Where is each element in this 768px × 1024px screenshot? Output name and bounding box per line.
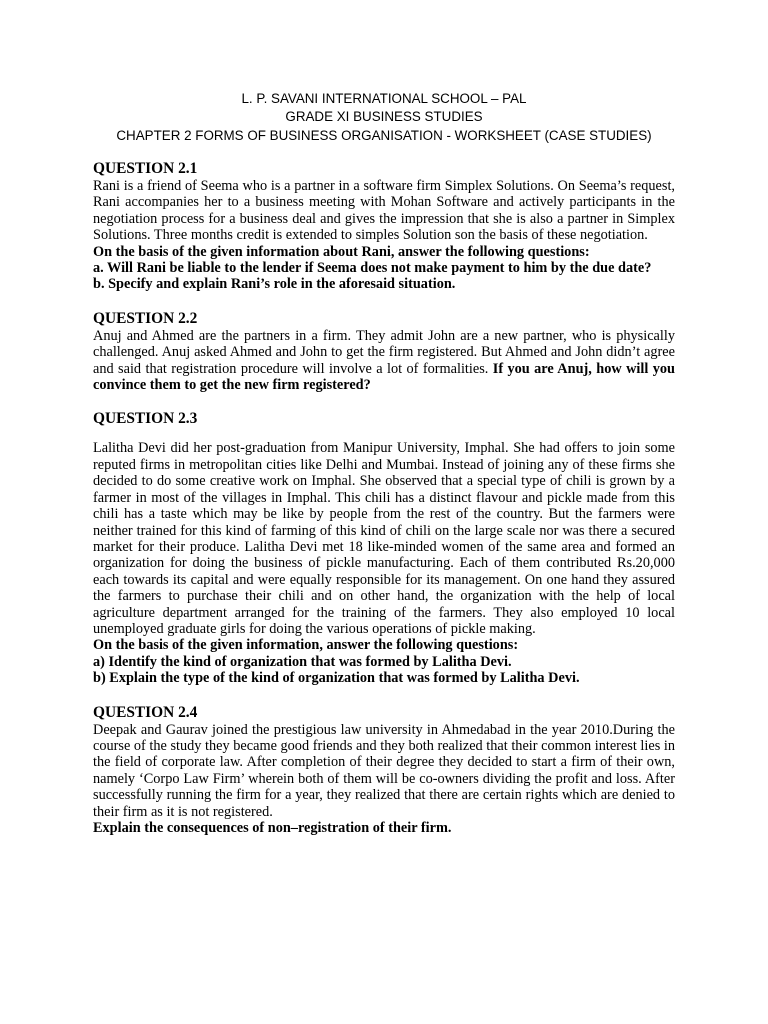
question-body-wrap [93,328,675,394]
question-title: QUESTION 2.1 [93,160,198,177]
question-2-2 [93,310,675,394]
question-title: QUESTION 2.3 [93,410,198,428]
question-prompt: On the basis of the given information about Rani, answer the following questions: [93,243,590,260]
question-2-4 [93,704,675,837]
question-2-3 [93,410,675,686]
question-body: Rani is a friend of Seema who is a partner in a software firm Simplex Solutions. On Seema’s request, Rani accompanies her to a business meeting with Mohan Software and actively participants in the negotiation process for a business deal and gives the impression that she is also a partner in Simplex Solutions. Three months credit is extended to simples Solution son the basis of these negotiation. [93,178,675,244]
chapter-title: CHAPTER 2 FORMS OF BUSINESS ORGANISATION - WORKSHEET (CASE STUDIES) [116,128,652,143]
question-2-1 [93,160,675,293]
question-body: Deepak and Gaurav joined the prestigious law university in Ahmedabad in the year 2010.During the course of the study they became good friends and they both realized that their common interest lies in the field of corporate law. After completion of their degree they decided to start a firm of their own, namely ‘Corpo Law Firm’ wherein both of them will be co-owners dividing the profit and loss. After successfully running the firm for a year, they realized that there are certain rights which are denied to their firm as it is not registered. [93,721,675,820]
question-part-b: b) Explain the type of the kind of organization that was formed by Lalitha Devi. [93,670,580,687]
school-name: L. P. SAVANI INTERNATIONAL SCHOOL – PAL [241,91,527,106]
grade-title: GRADE XI BUSINESS STUDIES [285,109,483,124]
question-title: QUESTION 2.4 [93,703,198,721]
question-part-a: a) Identify the kind of organization that was formed by Lalitha Devi. [93,653,512,670]
question-part-a: a. Will Rani be liable to the lender if Seema does not make payment to him by the due date? [93,260,652,277]
question-title: QUESTION 2.2 [93,309,198,327]
question-part-b: b. Specify and explain Rani’s role in the aforesaid situation. [93,276,456,293]
question-body: Lalitha Devi did her post-graduation from Manipur University, Imphal. She had offers to join some reputed firms in metropolitan cities like Delhi and Mumbai. Instead of joining any of these firms she decided to do some creative work on Imphal. She observed that a special type of chili is grown by a farmer in most of the villages in Imphal. This chili has a distinct flavour and pickle made from this chili has a taste which may be like by people from the rest of the country. But the farmers were neither trained for this kind of farming of this kind of chili on the large scale nor was there a secured market for their produce. Lalitha Devi met 18 like-minded women of the same area and formed an organization for doing the business of pickle manufacturing. Each of them contributed Rs.20,000 each towards its capital and were equally responsible for its management. On one hand they assured the farmers to purchase their chili and on other hand, the organization with the help of local agriculture department arranged for the training of the farmers. They also employed 10 local unemployed graduate girls for doing the various operations of pickle making. [93,440,675,637]
worksheet-content [93,160,675,836]
question-prompt: Explain the consequences of non–registration of their firm. [93,820,452,836]
question-prompt: If you are Anuj, how will you convince them to get the new firm registered? [93,360,675,394]
question-body: Anuj and Ahmed are the partners in a firm. They admit John are a new partner, who is physically challenged. Anuj asked Ahmed and John to get the firm registered. But Ahmed and John didn’t agree and said that registration procedure will involve a lot of formalities. [93,327,675,377]
question-prompt: On the basis of the given information, answer the following questions: [93,637,519,654]
